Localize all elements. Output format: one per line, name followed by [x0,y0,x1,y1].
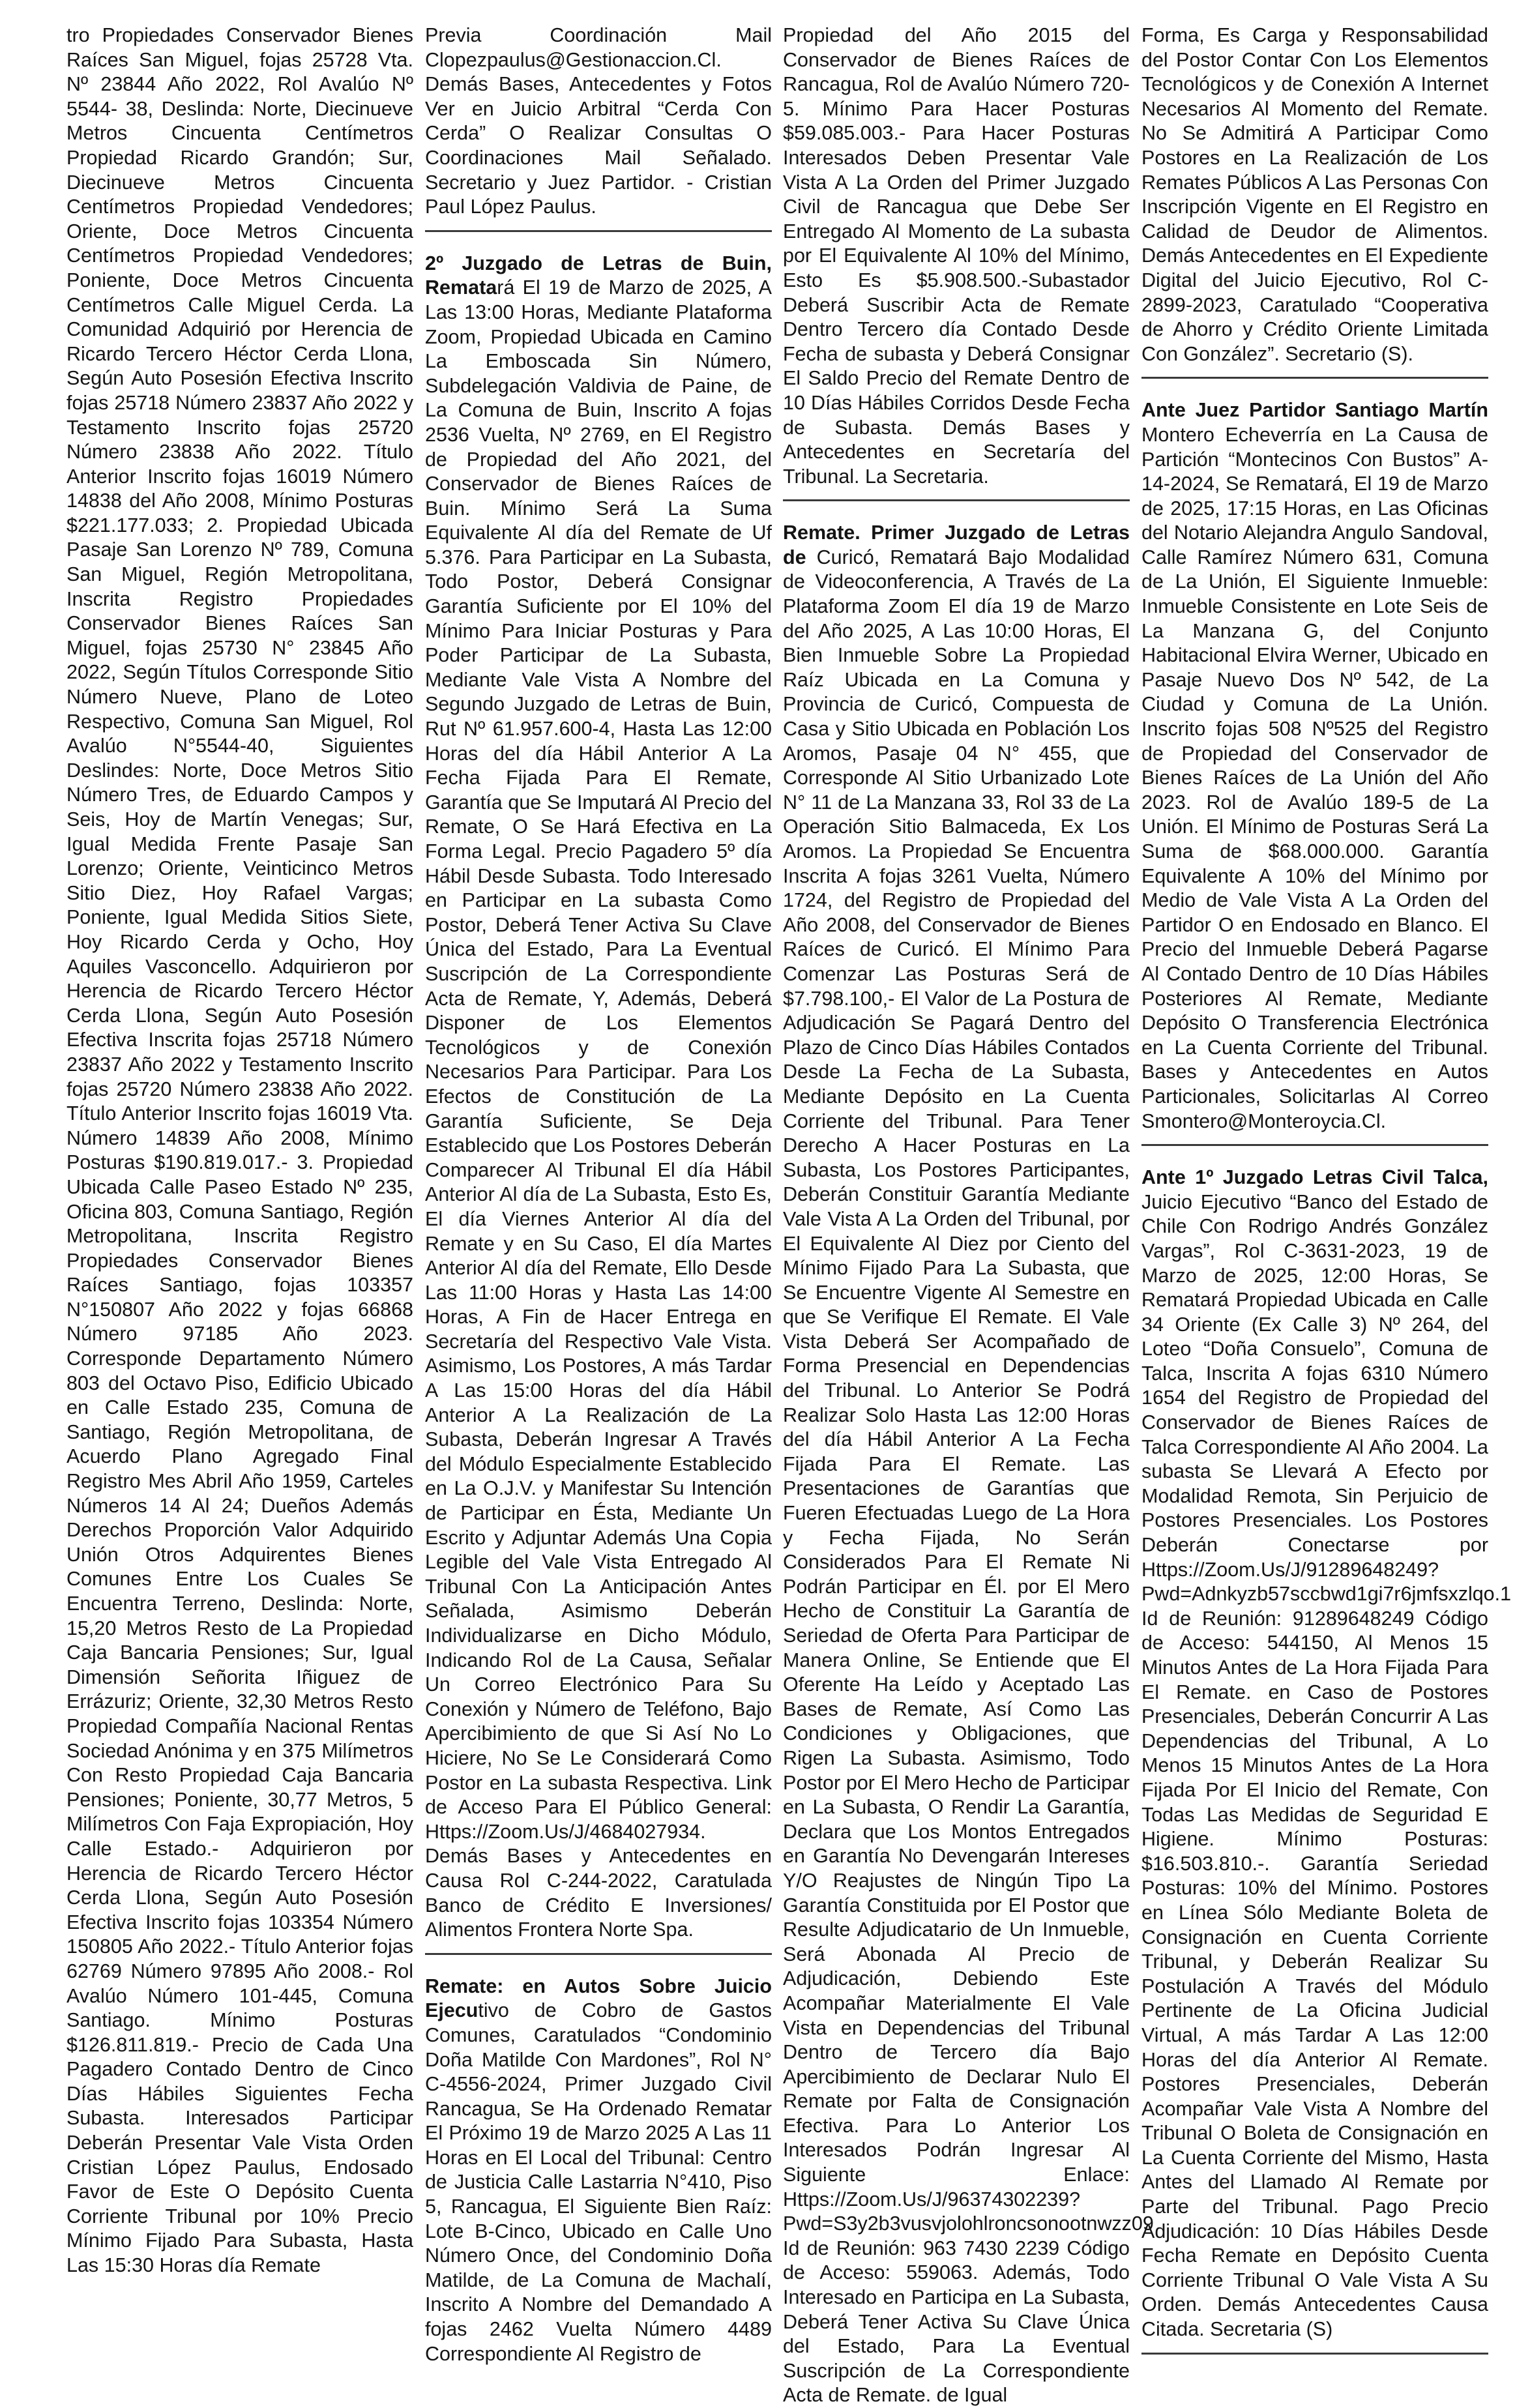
notice-body: Previa Coordinación Mail Clopezpaulus@Gestionaccion.Cl. Demás Bases, Antecedentes y Fotos Ver en Juicio Arbitral “Cerda Con Cerda” O Realizar Consultas O Coordinaciones Mail Señalado. Secretario y Juez Partidor. - Cristian Paul López Paulus. [425,24,772,218]
notice-divider [783,499,1130,501]
column-1 [66,23,413,2277]
notice-cerda-continued [66,23,413,2278]
notice-rancagua-end [783,23,1130,489]
notice-divider [1141,1144,1488,1146]
notice-curico-end [1141,23,1488,366]
column-3 [783,23,1154,2407]
notice-body: tro Propiedades Conservador Bienes Raíces San Miguel, fojas 25728 Vta. Nº 23844 Año 2022, Rol Avalúo Nº 5544- 38, Deslinda: Norte, Diecinueve Metros Cincuenta Centímetros Propiedad Ricardo Grandón; Sur, Diecinueve Metros Cincuenta Centímetros Propiedad Vendedores; Oriente, Doce Metros Cincuenta Centímetros Propiedad Vendedores; Poniente, Doce Metros Cincuenta Centímetros Calle Miguel Cerda. La Comunidad Adquirió por Herencia de Ricardo Tercero Héctor Cerda Llona, Según Auto Posesión Efectiva Inscrito fojas 25718 Número 23837 Año 2022 y Testamento Inscrito fojas 25720 Número 23838 Año 2022. Título Anterior Inscrito fojas 16019 Número 14838 del Año 2008, Mínimo Posturas $221.177.033; 2. Propiedad Ubicada Pasaje San Lorenzo Nº 789, Comuna San Miguel, Región Metropolitana, Inscrita Registro Propiedades Conservador Bienes Raíces San Miguel, fojas 25730 N° 23845 Año 2022, Según Títulos Corresponde Sitio Número Nueve, Plano de Loteo Respectivo, Comuna San Miguel, Rol Avalúo N°5544-40, Siguientes Deslindes: Norte, Doce Metros Sitio Número Tres, de Eduardo Campos y Seis, Hoy de Martín Venegas; Sur, Igual Medida Frente Pasaje San Lorenzo; Oriente, Veinticinco Metros Sitio Diez, Hoy Rafael Vargas; Poniente, Igual Medida Sitios Siete, Hoy Ricardo Cerda y Ocho, Hoy Aquiles Vasconcello. Adquirieron por Herencia de Ricardo Tercero Héctor Cerda Llona, Según Auto Posesión Efectiva Inscrita fojas 25718 Número 23837 Año 2022 y Testamento Inscrito fojas 25720 Número 23838 Año 2022. Título Anterior Inscrito fojas 16019 Vta. Número 14839 Año 2008, Mínimo Posturas $190.819.017.- 3. Propiedad Ubicada Calle Paseo Estado Nº 235, Oficina 803, Comuna Santiago, Región Metropolitana, Inscrita Registro Propiedades Conservador Bienes Raíces Santiago, fojas 103357 N°150807 Año 2022 y fojas 66868 Número 97185 Año 2023. Corresponde Departamento Número 803 del Octavo Piso, Edificio Ubicado en Calle Estado 235, Comuna de Santiago, Región Metropolitana, de Acuerdo Plano Agregado Final Registro Mes Abril Año 1959, Carteles Números 14 Al 24; Dueños Además Derechos Proporción Valor Adquirido Unión Otros Adquirentes Bienes Comunes Entre Los Cuales Se Encuentra Terreno, Deslinda: Norte, 15,20 Metros Resto de La Propiedad Caja Bancaria Pensiones; Sur, Igual Dimensión Señorita Iñiguez de Errázuriz; Oriente, 32,30 Metros Resto Propiedad Compañía Nacional Rentas Sociedad Anónima y en 375 Milímetros Con Resto Propiedad Caja Bancaria Pensiones; Poniente, 30,77 Metros, 5 Milímetros Con Faja Expropiación, Hoy Calle Estado.- Adquirieron por Herencia de Ricardo Tercero Héctor Cerda Llona, Según Auto Posesión Efectiva Inscrito fojas 103354 Número 150805 Año 2022.- Título Anterior fojas 62769 Número 97895 Año 2008.- Rol Avalúo Número 101-445, Comuna Santiago. Mínimo Posturas $126.811.819.- Precio de Cada Una Pagadero Contado Dentro de Cinco Días Hábiles Siguientes Fecha Subasta. Interesados Participar Deberán Presentar Vale Vista Orden Cristian López Paulus, Endosado Favor de Este O Depósito Cuenta Corriente Tribunal por 10% Precio Mínimo Fijado Para Subasta, Hasta Las 15:30 Horas día Remate [66,24,413,2277]
notice-divider [1141,377,1488,379]
notice-heading: Remate: en Autos Sobre Juicio Ejecu [425,1975,772,2022]
notice-heading: Ante 1º Juzgado Letras Civil Talca, [1141,1166,1488,1189]
notice-body: Curicó, Rematará Bajo Modalidad de Videoconferencia, A Través de La Plataforma Zoom El día 19 de Marzo del Año 2025, A Las 10:00 Horas, El Bien Inmueble Sobre La Propiedad Raíz Ubicada en La Comuna y Provincia de Curicó, Compuesta de Casa y Sitio Ubicada en Población Los Aromos, Pasaje 04 N° 455, que Corresponde Al Sitio Urbanizado Lote N° 11 de La Manzana 33, Rol 33 de La Operación Sitio Balmaceda, Ex Los Aromos. La Propiedad Se Encuentra Inscrita A fojas 3261 Vuelta, Número 1724, del Registro de Propiedad del Año 2008, del Conservador de Bienes Raíces de Curicó. El Mínimo Para Comenzar Las Posturas Será de $7.798.100,- El Valor de La Postura de Adjudicación Se Pagará Dentro del Plazo de Cinco Días Hábiles Contados Desde La Fecha de La Subasta, Mediante Depósito en La Cuenta Corriente del Tribunal. Para Tener Derecho A Hacer Posturas en La Subasta, Los Postores Participantes, Deberán Constituir Garantía Mediante Vale Vista A La Orden del Tribunal, por El Equivalente Al Diez por Ciento del Mínimo Fijado Para La Subasta, que Se Encuentre Vigente Al Semestre en que Se Verifique El Remate. El Vale Vista Deberá Ser Acompañado de Forma Presencial en Dependencias del Tribunal. Lo Anterior Se Podrá Realizar Solo Hasta Las 12:00 Horas del día Hábil Anterior A La Fecha Fijada Para El Remate. Las Presentaciones de Garantías que Fueren Efectuadas Luego de La Hora y Fecha Fijada, No Serán Considerados Para El Remate Ni Podrán Participar en Él. por El Mero Hecho de Constituir La Garantía de Seriedad de Oferta Para Participar de Manera Online, Se Entiende que El Oferente Ha Leído y Aceptado Las Bases de Remate, Así Como Las Condiciones y Obligaciones, que Rigen La Subasta. Asimismo, Todo Postor por El Mero Hecho de Participar en La Subasta, O Rendir La Garantía, Declara que Los Montos Entregados en Garantía No Devengarán Intereses Y/O Reajustes de Ningún Tipo La Garantía Constituida por El Postor que Resulte Adjudicatario de Un Inmueble, Será Abonada Al Precio de Adjudicación, Debiendo Este Acompañar Materialmente El Vale Vista en Dependencias del Tribunal Dentro de Tercero día Bajo Apercibimiento de Declarar Nulo El Remate por Falta de Consignación Efectiva. Para Lo Anterior Los Interesados Podrán Ingresar Al Siguiente Enlace: Https://Zoom.Us/J/96374302239?Pwd=S3y2b3vusvjolohlroncsonootnwzz09 Id de Reunión: 963 7430 2239 Código de Acceso: 559063. Además, Todo Interesado en Participa en La Subasta, Deberá Tener Activa Su Clave Única del Estado, Para La Eventual Suscripción de La Correspondiente Acta de Remate. de Igual [783,546,1154,2407]
column-2 [425,23,772,2365]
notice-heading: Remate. Primer Juzgado de Letras de [783,521,1130,568]
notice-gastos-comunes [425,1975,772,2367]
column-4 [1141,23,1512,2341]
notice-heading: Ante Juez Partidor Santiago Martín [1141,399,1488,422]
notice-divider [425,1953,772,1955]
notice-heading: 2º Juzgado de Letras de Buin, Remata [425,252,772,299]
notice-body: tivo de Cobro de Gastos Comunes, Caratulados “Condominio Doña Matilde Con Mardones”, Rol N° C-4556-2024, Primer Juzgado Civil Rancagua, Se Ha Ordenado Rematar El Próximo 19 de Marzo 2025 A Las 11 Horas en El Local del Tribunal: Centro de Justicia Calle Lastarria N°410, Piso 5, Rancagua, El Siguiente Bien Raíz: Lote B-Cinco, Ubicado en Calle Uno Número Once, del Condominio Doña Matilde, de La Comuna de Machalí, Inscrito A Nombre del Demandado A fojas 2462 Vuelta Número 4489 Correspondiente Al Registro de [425,1999,772,2365]
notice-talca [1141,1166,1512,2342]
notice-cerda-end [425,23,772,220]
notice-body: rá El 19 de Marzo de 2025, A Las 13:00 Horas, Mediante Plataforma Zoom, Propiedad Ubicada en Camino La Emboscada Sin Número, Subdelegación Valdivia de Paine, de La Comuna de Buin, Inscrito A fojas 2536 Vuelta, Nº 2769, en El Registro de Propiedad del Año 2021, del Conservador de Bienes Raíces de Buin. Mínimo Será La Suma Equivalente Al día del Remate de Uf 5.376. Para Participar en La Subasta, Todo Postor, Deberá Consignar Garantía Suficiente por El 10% del Mínimo Para Iniciar Posturas y Para Poder Participar de La Subasta, Mediante Vale Vista A Nombre del Segundo Juzgado de Letras de Buin, Rut Nº 61.957.600-4, Hasta Las 12:00 Horas del día Hábil Anterior A La Fecha Fijada Para El Remate, Garantía que Se Imputará Al Precio del Remate, O Se Hará Efectiva en La Forma Legal. Precio Pagadero 5º día Hábil Desde Subasta. Todo Interesado en Participar en La subasta Como Postor, Deberá Tener Activa Su Clave Única del Estado, Para La Eventual Suscripción de La Correspondiente Acta de Remate, Y, Además, Deberá Disponer de Los Elementos Tecnológicos y de Conexión Necesarios Para Participar. Para Los Efectos de Constitución de La Garantía Suficiente, Se Deja Establecido que Los Postores Deberán Comparecer Al Tribunal El día Hábil Anterior Al día de La Subasta, Esto Es, El día Viernes Anterior Al día del Remate y en Su Caso, El día Martes Anterior Al día del Remate, Ello Desde Las 11:00 Horas y Hasta Las 14:00 Horas, A Fin de Hacer Entrega en Secretaría del Respectivo Vale Vista. Asimismo, Los Postores, A más Tardar A Las 15:00 Horas del día Hábil Anterior A La Realización de La Subasta, Deberán Ingresar A Través del Módulo Especialmente Establecido en La O.J.V. y Manifestar Su Intención de Participar en Ésta, Mediante Un Escrito y Adjuntar Además Una Copia Legible del Vale Vista Entregado Al Tribunal Con La Anticipación Antes Señalada, Asimismo Deberán Individualizarse en Dicho Módulo, Indicando Rol de La Causa, Señalar Un Correo Electrónico Para Su Conexión y Número de Teléfono, Bajo Apercibimiento de que Si Así No Lo Hiciere, No Se Le Considerará Como Postor en La subasta Respectiva. Link de Acceso Para El Público General: Https://Zoom.Us/J/4684027934. Demás Bases y Antecedentes en Causa Rol C-244-2022, Caratulada Banco de Crédito E Inversiones/ Alimentos Frontera Norte Spa. [425,276,772,1941]
notice-la-union [1141,398,1488,1134]
notice-buin [425,252,772,1943]
notice-body: Propiedad del Año 2015 del Conservador de Bienes Raíces de Rancagua, Rol de Avalúo Número 720-5. Mínimo Para Hacer Posturas $59.085.003.- Para Hacer Posturas Interesados Deben Presentar Vale Vista A La Orden del Primer Juzgado Civil de Rancagua que Debe Ser Entregado Al Momento de La subasta por El Equivalente Al 10% del Mínimo, Esto Es $5.908.500.-Subastador Deberá Suscribir Acta de Remate Dentro Tercero día Contado Desde Fecha de subasta y Deberá Consignar El Saldo Precio del Remate Dentro de 10 Días Hábiles Corridos Desde Fecha de Subasta. Demás Bases y Antecedentes en Secretaría del Tribunal. La Secretaria. [783,24,1130,488]
notice-divider [425,230,772,232]
notice-body: Montero Echeverría en La Causa de Partición “Montecinos Con Bustos” A-14-2024, Se Rematará, El 19 de Marzo de 2025, 17:15 Horas, en Las Oficinas del Notario Alejandra Angulo Sandoval, Calle Ramírez Número 631, Comuna de La Unión, El Siguiente Inmueble: Inmueble Consistente en Lote Seis de La Manzana G, del Conjunto Habitacional Elvira Werner, Ubicado en Pasaje Nuevo Dos Nº 542, de La Ciudad y Comuna de La Unión. Inscrito fojas 508 Nº525 del Registro de Propiedad del Conservador de Bienes Raíces de La Unión del Año 2023. Rol de Avalúo 189-5 de La Unión. El Mínimo de Posturas Será La Suma de $68.000.000. Garantía Equivalente A 10% del Mínimo por Medio de Vale Vista A La Orden del Partidor O en Endosado en Blanco. El Precio del Inmueble Deberá Pagarse Al Contado Dentro de 10 Días Hábiles Posteriores Al Remate, Mediante Depósito O Transferencia Electrónica en La Cuenta Corriente del Tribunal. Bases y Antecedentes en Autos Particionales, Solicitarlas Al Correo Smontero@Monteroycia.Cl. [1141,423,1488,1132]
notice-divider [1141,2353,1488,2355]
notice-body: Juicio Ejecutivo “Banco del Estado de Chile Con Rodrigo Andrés González Vargas”, Rol C-3631-2023, 19 de Marzo de 2025, 12:00 Horas, Se Rematará Propiedad Ubicada en Calle 34 Oriente (Ex Calle 3) Nº 264, del Loteo “Doña Consuelo”, Comuna de Talca, Inscrita A fojas 6310 Número 1654 del Registro de Propiedad del Conservador de Bienes Raíces de Talca Correspondiente Al Año 2004. La subasta Se Llevará A Efecto por Modalidad Remota, Sin Perjuicio de Postores Presenciales. Los Postores Deberán Conectarse por Https://Zoom.Us/J/91289648249?Pwd=Adnkyzb57sccbwd1gi7r6jmfsxzlqo.1 Id de Reunión: 91289648249 Código de Acceso: 544150, Al Menos 15 Minutos Antes de La Hora Fijada Para El Remate. en Caso de Postores Presenciales, Deberán Concurrir A Las Dependencias del Tribunal, A Lo Menos 15 Minutos Antes de La Hora Fijada Por El Inicio del Remate, Con Todas Las Medidas de Seguridad E Higiene. Mínimo Posturas: $16.503.810.-. Garantía Seriedad Posturas: 10% del Mínimo. Postores en Línea Sólo Mediante Boleta de Consignación en Cuenta Corriente Tribunal, y Deberán Realizar Su Postulación A Través del Módulo Pertinente de La Oficina Judicial Virtual, A más Tardar A Las 12:00 Horas del día Anterior Al Remate. Postores Presenciales, Deberán Acompañar Vale Vista A Nombre del Tribunal O Boleta de Consignación en La Cuenta Corriente del Mismo, Hasta Antes del Llamado Al Remate por Parte del Tribunal. Pago Precio Adjudicación: 10 Días Hábiles Desde Fecha Remate en Depósito Cuenta Corriente Tribunal O Vale Vista A Su Orden. Demás Antecedentes Causa Citada. Secretaria (S) [1141,1190,1512,2341]
notice-body: Forma, Es Carga y Responsabilidad del Postor Contar Con Los Elementos Tecnológicos y de Conexión A Internet Necesarios Al Momento del Remate. No Se Admitirá A Participar Como Postores en La Realización de Los Remates Públicos A Las Personas Con Inscripción Vigente en El Registro en Calidad de Deudor de Alimentos. Demás Antecedentes en El Expediente Digital del Juicio Ejecutivo, Rol C-2899-2023, Caratulado “Cooperativa de Ahorro y Crédito Oriente Limitada Con González”. Secretario (S). [1141,24,1488,365]
notice-curico [783,521,1154,2408]
